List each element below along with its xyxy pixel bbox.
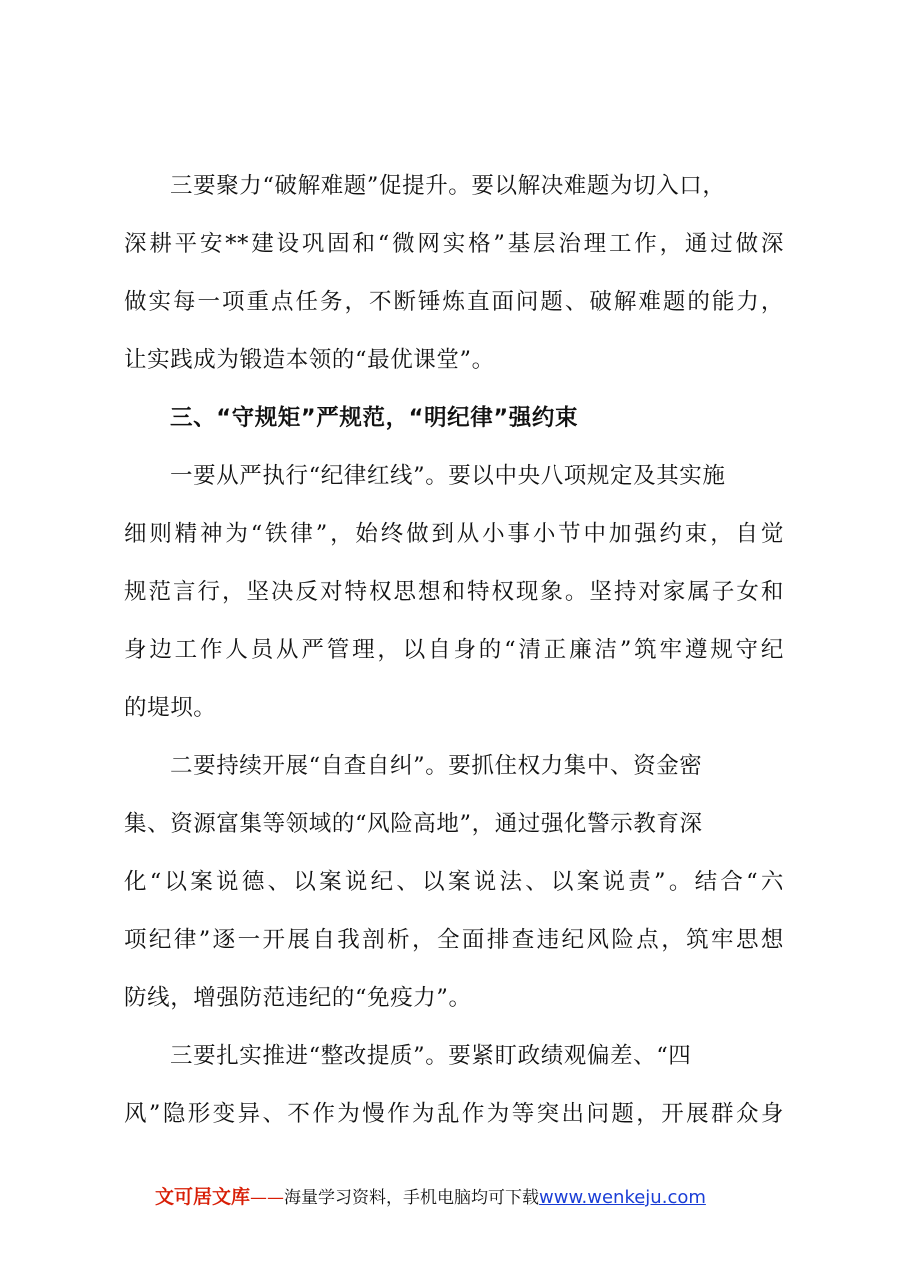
- paragraph-line: 项纪律”逐一开展自我剖析，全面排查违纪风险点，筑牢思想: [124, 927, 784, 953]
- paragraph-line: 的堤坝。: [124, 695, 217, 721]
- footer-dash: ——: [250, 1188, 285, 1208]
- paragraph-line: 三要聚力“破解难题”促提升。要以解决难题为切入口，: [170, 173, 726, 199]
- footer-brand: 文可居文库: [155, 1186, 251, 1208]
- paragraph-line: 细则精神为“铁律”，始终做到从小事小节中加强约束，自觉: [124, 521, 784, 547]
- footer-url-link[interactable]: www.wenkeju.com: [539, 1187, 706, 1208]
- paragraph-line: 风”隐形变异、不作为慢作为乱作为等突出问题，开展群众身: [124, 1101, 784, 1127]
- paragraph-line: 身边工作人员从严管理，以自身的“清正廉洁”筑牢遵规守纪: [124, 637, 784, 663]
- section-heading: 三、“守规矩”严规范，“明纪律”强约束: [170, 405, 579, 431]
- paragraph-line: 集、资源富集等领域的“风险高地”，通过强化警示教育深: [124, 811, 703, 837]
- paragraph-line: 规范言行，坚决反对特权思想和特权现象。坚持对家属子女和: [124, 579, 784, 605]
- paragraph-line: 做实每一项重点任务，不断锤炼直面问题、破解难题的能力，: [124, 289, 784, 315]
- paragraph-line: 深耕平安**建设巩固和“微网实格”基层治理工作，通过做深: [124, 231, 784, 257]
- paragraph-line: 让实践成为锻造本领的“最优课堂”。: [124, 347, 495, 373]
- footer-banner: [155, 1184, 775, 1210]
- paragraph-line: 一要从严执行“纪律红线”。要以中央八项规定及其实施: [170, 463, 726, 489]
- paragraph-line: 化“以案说德、以案说纪、以案说法、以案说责”。结合“六: [124, 869, 784, 895]
- footer-description: 海量学习资料，手机电脑均可下载: [284, 1188, 540, 1208]
- paragraph-line: 二要持续开展“自查自纠”。要抓住权力集中、资金密: [170, 753, 703, 779]
- paragraph-line: 防线，增强防范违纪的“免疫力”。: [124, 985, 472, 1011]
- paragraph-line: 三要扎实推进“整改提质”。要紧盯政绩观偏差、“四: [170, 1043, 692, 1069]
